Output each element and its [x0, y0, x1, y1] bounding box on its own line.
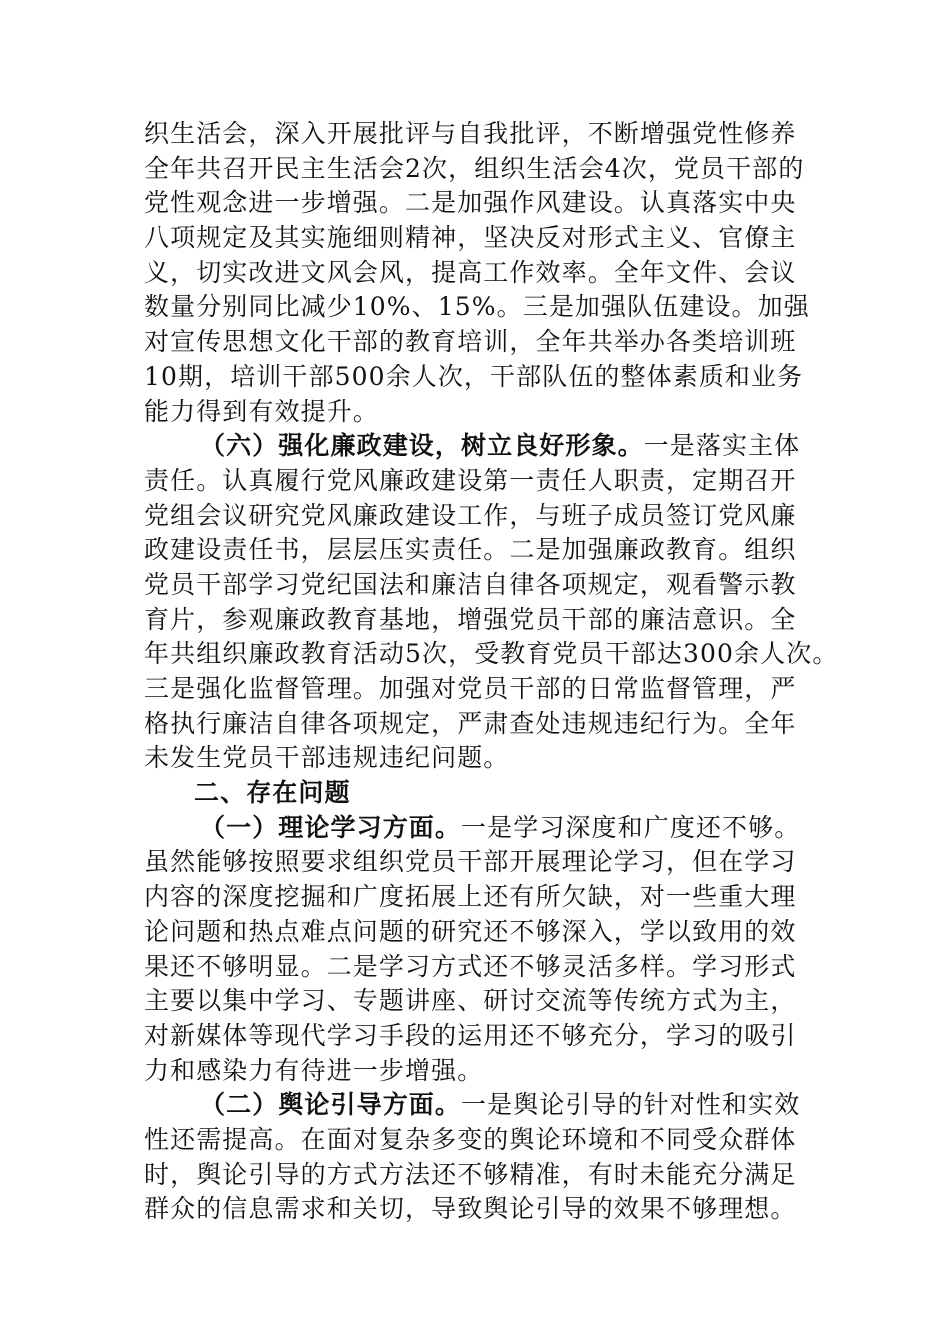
text-line: 对宣传思想文化干部的教育培训，全年共举办各类培训班	[144, 327, 797, 357]
text-line: 年共组织廉政教育活动5次，受教育党员干部达300余人次。	[144, 639, 839, 669]
text-line: 格执行廉洁自律各项规定，严肃查处违规违纪行为。全年	[144, 708, 797, 738]
text-line: 党性观念进一步增强。二是加强作风建设。认真落实中央	[144, 188, 797, 218]
paragraph-section-6	[144, 429, 839, 776]
text-line: 全年共召开民主生活会2次，组织生活会4次，党员干部的	[144, 153, 805, 183]
text-line: 责任。认真履行党风廉政建设第一责任人职责，定期召开	[144, 465, 797, 495]
paragraph-first-line	[144, 1088, 808, 1123]
paragraph-continuation	[144, 117, 808, 429]
paragraph-heading: （一）理论学习方面。	[200, 812, 462, 842]
paragraph-first-line	[144, 429, 808, 464]
text-line: 对新媒体等现代学习手段的运用还不够充分，学习的吸引	[144, 1020, 797, 1050]
text-line: 数量分别同比减少10%、15%。三是加强队伍建设。加强	[144, 292, 810, 322]
text-line: 性还需提高。在面对复杂多变的舆论环境和不同受众群体	[144, 1124, 797, 1154]
text-line: 育片，参观廉政教育基地，增强党员干部的廉洁意识。全	[144, 604, 797, 634]
document-page	[144, 117, 839, 1227]
text-line: 八项规定及其实施细则精神，坚决反对形式主义、官僚主	[144, 223, 797, 253]
text-line: 群众的信息需求和关切，导致舆论引导的效果不够理想。	[144, 1194, 797, 1224]
text-line: 时，舆论引导的方式方法还不够精准，有时未能充分满足	[144, 1159, 797, 1189]
text-line: 能力得到有效提升。	[144, 396, 379, 426]
paragraph-text: 一是落实主体	[643, 431, 801, 461]
paragraph-text: 一是舆论引导的针对性和实效	[461, 1090, 801, 1120]
text-line: 党员干部学习党纪国法和廉洁自律各项规定，观看警示教	[144, 569, 797, 599]
text-line: 织生活会，深入开展批评与自我批评，不断增强党性修养	[144, 119, 797, 148]
text-line: 未发生党员干部违规违纪问题。	[144, 743, 510, 773]
text-line: 三是强化监督管理。加强对党员干部的日常监督管理，严	[144, 674, 797, 703]
text-line: 10期，培训干部500余人次，干部队伍的整体素质和业务	[144, 361, 804, 391]
text-line: 党组会议研究党风廉政建设工作，与班子成员签订党风廉	[144, 500, 797, 530]
text-line: 义，切实改进文风会风，提高工作效率。全年文件、会议	[144, 257, 797, 287]
paragraph-heading: （二）舆论引导方面。	[200, 1090, 462, 1120]
paragraph-first-line	[144, 811, 808, 846]
paragraph-subsection-2	[144, 1088, 808, 1227]
paragraph-subsection-1	[144, 811, 808, 1089]
text-line: 力和感染力有待进一步增强。	[144, 1055, 484, 1085]
section-title: 二、存在问题	[194, 778, 351, 808]
text-line: 果还不够明显。二是学习方式还不够灵活多样。学习形式	[144, 951, 797, 981]
text-line: 内容的深度挖掘和广度拓展上还有所欠缺，对一些重大理	[144, 882, 797, 912]
text-line: 主要以集中学习、专题讲座、研讨交流等传统方式为主，	[144, 986, 797, 1016]
paragraph-text: 一是学习深度和广度还不够。	[461, 812, 801, 842]
text-line: 论问题和热点难点问题的研究还不够深入，学以致用的效	[144, 916, 797, 946]
text-line: 政建设责任书，层层压实责任。二是加强廉政教育。组织	[144, 535, 797, 565]
text-line: 虽然能够按照要求组织党员干部开展理论学习，但在学习	[144, 847, 797, 877]
paragraph-heading: （六）强化廉政建设，树立良好形象。	[200, 431, 644, 461]
